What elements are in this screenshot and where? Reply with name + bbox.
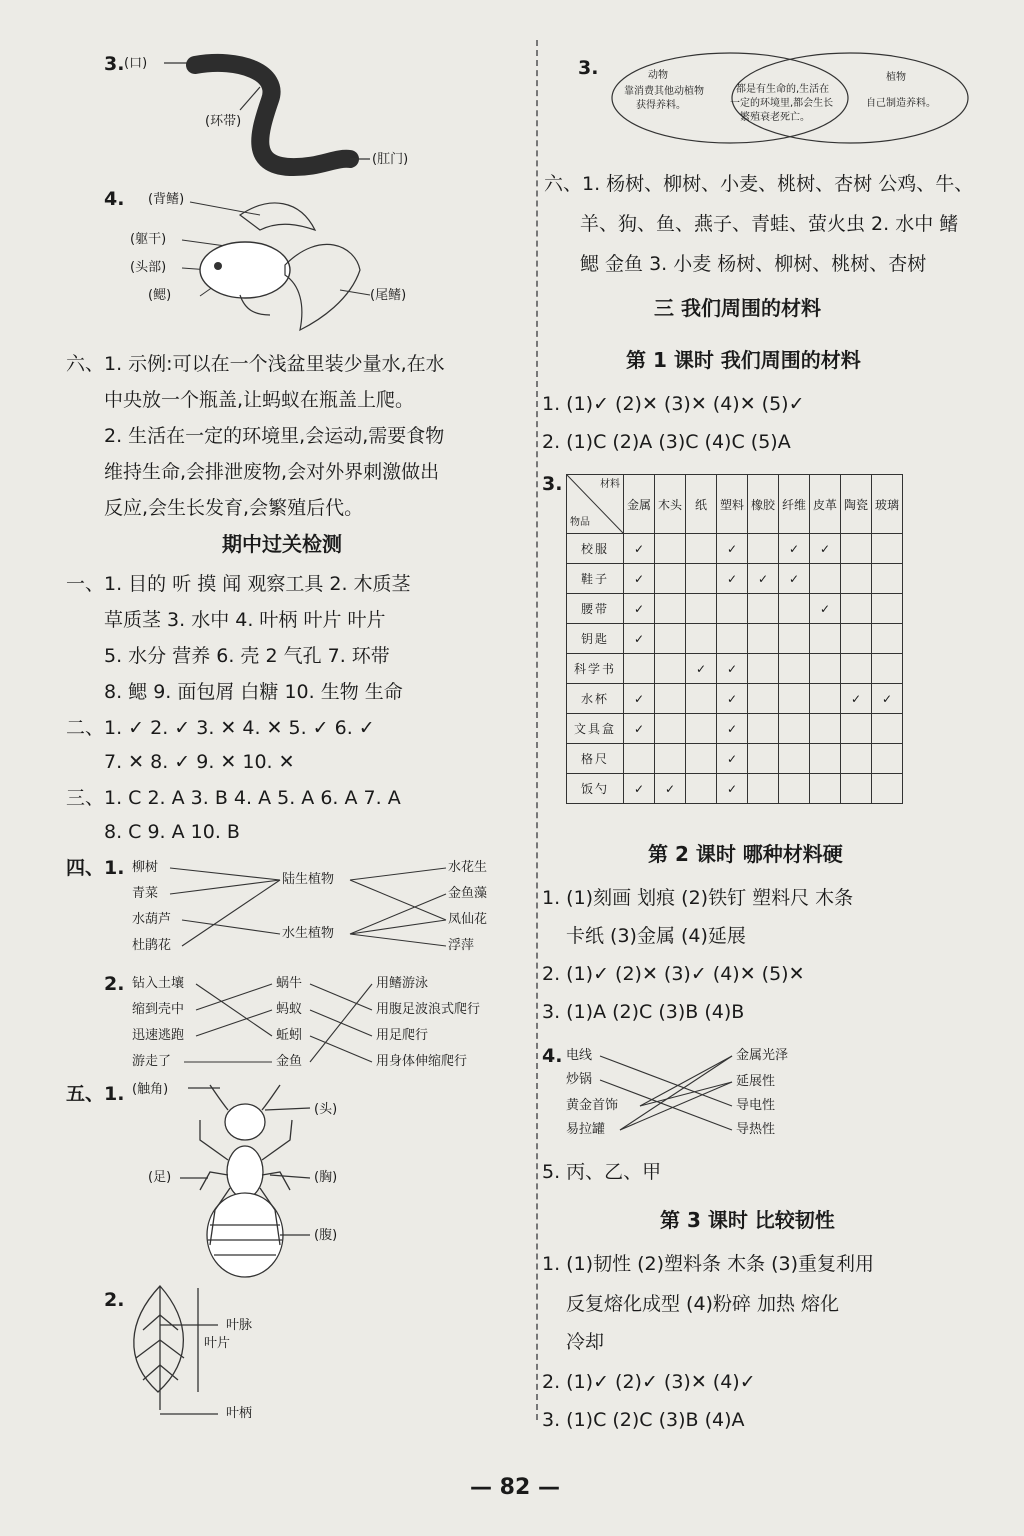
table-cell: [655, 684, 686, 714]
q4-1-number: 四、1.: [66, 857, 125, 879]
row-header: 腰带: [567, 594, 624, 624]
table-row: [567, 744, 903, 774]
table-cell: [655, 594, 686, 624]
table-cell: [810, 564, 841, 594]
table-cell: [686, 714, 717, 744]
row-header: 水杯: [567, 684, 624, 714]
table-cell: [841, 714, 872, 744]
table-cell: ✓: [717, 744, 748, 774]
venn-number: 3.: [578, 57, 599, 79]
right-six-line-2: 羊、狗、鱼、燕子、青蛙、萤火虫 2. 水中 鳍: [580, 213, 959, 235]
table-cell: ✓: [779, 564, 810, 594]
table-cell: [872, 654, 903, 684]
venn-animal-title: 动物: [648, 70, 668, 81]
col-header: 玻璃: [872, 475, 903, 534]
table-cell: [841, 564, 872, 594]
table-cell: ✓: [624, 624, 655, 654]
leaf-petiole-label: 叶柄: [226, 1406, 253, 1421]
q4-2-mid-item: 蚂蚁: [276, 1002, 303, 1017]
q4-2-left-item: 游走了: [132, 1054, 172, 1069]
q4-left-item: 易拉罐: [566, 1122, 606, 1137]
table-cell: [655, 654, 686, 684]
table-cell: [717, 624, 748, 654]
q1-line-1: 一、1. 目的 听 摸 闻 观察工具 2. 木质茎: [66, 573, 411, 595]
q4-2-mid-item: 蚯蚓: [276, 1028, 303, 1043]
table-cell: [655, 624, 686, 654]
q4-1-right-item: 凤仙花: [448, 912, 488, 927]
table-cell: [841, 744, 872, 774]
q4-2-left-item: 缩到壳中: [132, 1002, 185, 1017]
venn-common-text-3: 繁殖衰老死亡。: [740, 112, 810, 123]
lesson3-q1-line-1: 1. (1)韧性 (2)塑料条 木条 (3)重复利用: [542, 1253, 875, 1275]
table-cell: ✓: [717, 654, 748, 684]
lesson2-q4-match-lines: [560, 1044, 760, 1144]
table-row: [567, 534, 903, 564]
table-cell: [872, 624, 903, 654]
table-cell: [841, 594, 872, 624]
table-cell: [686, 774, 717, 804]
table-cell: [686, 744, 717, 774]
table-cell: [655, 714, 686, 744]
q4-1-left-item: 青菜: [132, 886, 159, 901]
venn-plant-text: 自己制造养料。: [866, 98, 936, 109]
column-divider: [536, 40, 538, 1420]
corner-item-label: 物品: [570, 517, 590, 528]
table-cell: [686, 624, 717, 654]
leaf-blade-label: 叶片: [204, 1336, 231, 1351]
table-cell: [779, 594, 810, 624]
lesson1-title: 第 1 课时 我们周围的材料: [626, 348, 861, 372]
table-cell: ✓: [624, 594, 655, 624]
venn-plant-title: 植物: [886, 72, 906, 83]
q4-2-right-item: 用腹足波浪式爬行: [376, 1002, 481, 1017]
q5-2-number: 2.: [104, 1289, 125, 1311]
right-six-line-1: 六、1. 杨树、柳树、小麦、桃树、杏树 公鸡、牛、: [544, 173, 974, 195]
q4-left-item: 炒锅: [566, 1072, 593, 1087]
venn-animal-text-2: 获得养料。: [636, 100, 686, 111]
materials-table: [566, 474, 903, 804]
table-cell: [748, 654, 779, 684]
table-cell: [841, 624, 872, 654]
row-header: 鞋子: [567, 564, 624, 594]
row-header: 文具盒: [567, 714, 624, 744]
table-cell: [748, 714, 779, 744]
table-cell: [748, 744, 779, 774]
goldfish-drawing: [180, 190, 380, 330]
ant-antenna-label: (触角): [132, 1082, 169, 1097]
lesson3-q2: 2. (1)✓ (2)✓ (3)✕ (4)✓: [542, 1371, 756, 1393]
table-row: [567, 774, 903, 804]
q1-line-3: 5. 水分 营养 6. 壳 2 气孔 7. 环带: [104, 645, 390, 667]
lesson1-q1: 1. (1)✓ (2)✕ (3)✕ (4)✕ (5)✓: [542, 393, 805, 415]
q4-right-item: 导热性: [736, 1122, 776, 1137]
q4-2-right-item: 用鳍游泳: [376, 976, 429, 991]
table-cell: [841, 654, 872, 684]
fish-tail-fin-label: (尾鳍): [370, 288, 407, 303]
lesson3-q1-line-3: 冷却: [566, 1331, 605, 1353]
q4-right-item: 金属光泽: [736, 1048, 789, 1063]
col-header: 金属: [624, 475, 655, 534]
table-row: [567, 714, 903, 744]
lesson2-q1-line-1: 1. (1)刻画 划痕 (2)铁钉 塑料尺 木条: [542, 887, 854, 909]
q1-line-2: 草质茎 3. 水中 4. 叶柄 叶片 叶片: [104, 609, 386, 631]
q4-2-number: 2.: [104, 973, 125, 995]
table-cell: [686, 594, 717, 624]
row-header: 格尺: [567, 744, 624, 774]
table-cell: [779, 744, 810, 774]
left-six-line-1: 六、1. 示例:可以在一个浅盆里装少量水,在水: [66, 353, 445, 375]
q4-left-item: 电线: [566, 1048, 593, 1063]
table-cell: ✓: [810, 594, 841, 624]
table-row: [567, 684, 903, 714]
leaf-vein-label: 叶脉: [226, 1318, 253, 1333]
q5-number: 五、1.: [66, 1083, 125, 1105]
table-cell: [686, 564, 717, 594]
earthworm-mouth-label: (口): [124, 56, 148, 71]
table-cell: [748, 684, 779, 714]
table-cell: [748, 594, 779, 624]
lesson2-q2: 2. (1)✓ (2)✕ (3)✓ (4)✕ (5)✕: [542, 963, 805, 985]
row-header: 科学书: [567, 654, 624, 684]
midterm-title: 期中过关检测: [222, 532, 342, 556]
table-cell: [779, 684, 810, 714]
lesson3-q3: 3. (1)C (2)C (3)B (4)A: [542, 1409, 745, 1431]
table-cell: [841, 534, 872, 564]
q4-1-right-item: 水花生: [448, 860, 488, 875]
right-six-line-3: 鳃 金鱼 3. 小麦 杨树、柳树、桃树、杏树: [580, 253, 927, 275]
col-header: 橡胶: [748, 475, 779, 534]
q4-right-item: 导电性: [736, 1098, 776, 1113]
table-cell: [779, 714, 810, 744]
table-cell: [655, 744, 686, 774]
left-six-line-3: 2. 生活在一定的环境里,会运动,需要食物: [104, 425, 445, 447]
left-six-line-2: 中央放一个瓶盖,让蚂蚁在瓶盖上爬。: [104, 389, 415, 411]
table-cell: ✓: [686, 654, 717, 684]
q4-1-right-item: 金鱼藻: [448, 886, 488, 901]
table-cell: [872, 744, 903, 774]
table-cell: [810, 654, 841, 684]
table-corner: [567, 475, 624, 534]
lesson2-q3: 3. (1)A (2)C (3)B (4)B: [542, 1001, 745, 1023]
q4-left-item: 黄金首饰: [566, 1098, 619, 1113]
q4-1-mid-item: 水生植物: [282, 926, 335, 941]
table-cell: [748, 624, 779, 654]
table-cell: ✓: [655, 774, 686, 804]
ant-drawing: [170, 1080, 370, 1280]
left-six-line-5: 反应,会生长发育,会繁殖后代。: [104, 497, 364, 519]
col-header: 陶瓷: [841, 475, 872, 534]
leaf-drawing: [118, 1280, 258, 1430]
lesson2-q5: 5. 丙、乙、甲: [542, 1161, 662, 1183]
table-cell: ✓: [624, 534, 655, 564]
page-number: 82: [499, 1475, 531, 1500]
ant-leg-label: (足): [148, 1170, 172, 1185]
materials-table-body: [567, 534, 903, 804]
table-cell: [748, 774, 779, 804]
table-cell: ✓: [717, 534, 748, 564]
earthworm-number: 3.: [104, 53, 125, 75]
left-six-line-4: 维持生命,会排泄废物,会对外界刺激做出: [104, 461, 440, 483]
table-cell: ✓: [841, 684, 872, 714]
q4-2-mid-item: 蜗牛: [276, 976, 303, 991]
q4-1-left-item: 水葫芦: [132, 912, 172, 927]
q4-2-right-item: 用身体伸缩爬行: [376, 1054, 468, 1069]
row-header: 钥匙: [567, 624, 624, 654]
q4-1-mid-item: 陆生植物: [282, 872, 335, 887]
q2-line-2: 7. ✕ 8. ✓ 9. ✕ 10. ✕: [104, 751, 295, 773]
table-cell: [717, 594, 748, 624]
earthworm-clitellum-label: (环带): [205, 114, 242, 129]
fish-dorsal-fin-label: (背鳍): [148, 192, 185, 207]
table-cell: [810, 624, 841, 654]
table-cell: ✓: [624, 684, 655, 714]
page-footer: — 82 —: [470, 1475, 560, 1500]
table-row: [567, 654, 903, 684]
table-cell: [841, 774, 872, 804]
table-cell: ✓: [624, 714, 655, 744]
table-cell: [810, 684, 841, 714]
table-cell: [872, 534, 903, 564]
lesson1-q2: 2. (1)C (2)A (3)C (4)C (5)A: [542, 431, 791, 453]
table-cell: ✓: [810, 534, 841, 564]
q2-line-1: 二、1. ✓ 2. ✓ 3. ✕ 4. ✕ 5. ✓ 6. ✓: [66, 717, 375, 739]
col-header: 纤维: [779, 475, 810, 534]
table-cell: [624, 654, 655, 684]
fish-number: 4.: [104, 188, 125, 210]
lesson1-q3-number: 3.: [542, 473, 563, 495]
q4-2-left-item: 钻入土壤: [132, 976, 185, 991]
lesson2-q1-line-2: 卡纸 (3)金属 (4)延展: [566, 925, 746, 947]
table-cell: ✓: [872, 684, 903, 714]
table-cell: ✓: [624, 774, 655, 804]
venn-animal-text-1: 靠消费其他动植物: [624, 86, 704, 97]
fish-trunk-label: (躯干): [130, 232, 167, 247]
table-cell: [810, 714, 841, 744]
table-cell: [872, 714, 903, 744]
table-cell: [779, 624, 810, 654]
lesson2-q4-number: 4.: [542, 1045, 563, 1067]
table-cell: [655, 564, 686, 594]
col-header: 塑料: [717, 475, 748, 534]
table-cell: [779, 654, 810, 684]
table-cell: [748, 534, 779, 564]
q1-line-4: 8. 鳃 9. 面包屑 白糖 10. 生物 生命: [104, 681, 403, 703]
q4-right-item: 延展性: [736, 1074, 776, 1089]
table-row: [567, 564, 903, 594]
table-cell: [810, 774, 841, 804]
q4-2-mid-item: 金鱼: [276, 1054, 303, 1069]
fish-gill-label: (鳃): [148, 288, 172, 303]
q4-1-right-item: 浮萍: [448, 938, 475, 953]
earthworm-anus-label: (肛门): [372, 152, 409, 167]
table-cell: ✓: [624, 564, 655, 594]
table-cell: [655, 534, 686, 564]
q4-2-left-item: 迅速逃跑: [132, 1028, 185, 1043]
table-cell: ✓: [717, 684, 748, 714]
lesson2-title: 第 2 课时 哪种材料硬: [648, 842, 843, 866]
row-header: 校服: [567, 534, 624, 564]
table-cell: ✓: [717, 774, 748, 804]
table-row: [567, 594, 903, 624]
table-cell: ✓: [779, 534, 810, 564]
fish-head-label: (头部): [130, 260, 167, 275]
col-header: 木头: [655, 475, 686, 534]
table-cell: [872, 774, 903, 804]
table-cell: [779, 774, 810, 804]
q4-1-match-lines: [0, 850, 460, 960]
q3-line-1: 三、1. C 2. A 3. B 4. A 5. A 6. A 7. A: [66, 787, 401, 809]
row-header: 饭勺: [567, 774, 624, 804]
ant-head-label: (头): [314, 1102, 338, 1117]
lesson3-title: 第 3 课时 比较韧性: [660, 1208, 835, 1232]
table-cell: [624, 744, 655, 774]
table-cell: [810, 744, 841, 774]
table-cell: [686, 684, 717, 714]
table-cell: [872, 594, 903, 624]
table-row: [567, 624, 903, 654]
venn-common-text-1: 都是有生命的,生活在: [736, 84, 830, 95]
table-cell: ✓: [717, 564, 748, 594]
corner-material-label: 材料: [600, 479, 620, 490]
q4-2-right-item: 用足爬行: [376, 1028, 429, 1043]
ant-abdomen-label: (腹): [314, 1228, 338, 1243]
q4-1-left-item: 柳树: [132, 860, 159, 875]
q4-2-match-lines: [0, 966, 400, 1076]
table-cell: ✓: [748, 564, 779, 594]
q4-1-left-item: 杜鹃花: [132, 938, 172, 953]
ant-thorax-label: (胸): [314, 1170, 338, 1185]
unit-title: 三 我们周围的材料: [654, 296, 821, 320]
table-cell: [872, 564, 903, 594]
lesson3-q1-line-2: 反复熔化成型 (4)粉碎 加热 熔化: [566, 1293, 840, 1315]
col-header: 纸: [686, 475, 717, 534]
q3-line-2: 8. C 9. A 10. B: [104, 821, 240, 843]
col-header: 皮革: [810, 475, 841, 534]
table-cell: [686, 534, 717, 564]
venn-common-text-2: 一定的环境里,都会生长: [730, 98, 834, 109]
table-cell: ✓: [717, 714, 748, 744]
